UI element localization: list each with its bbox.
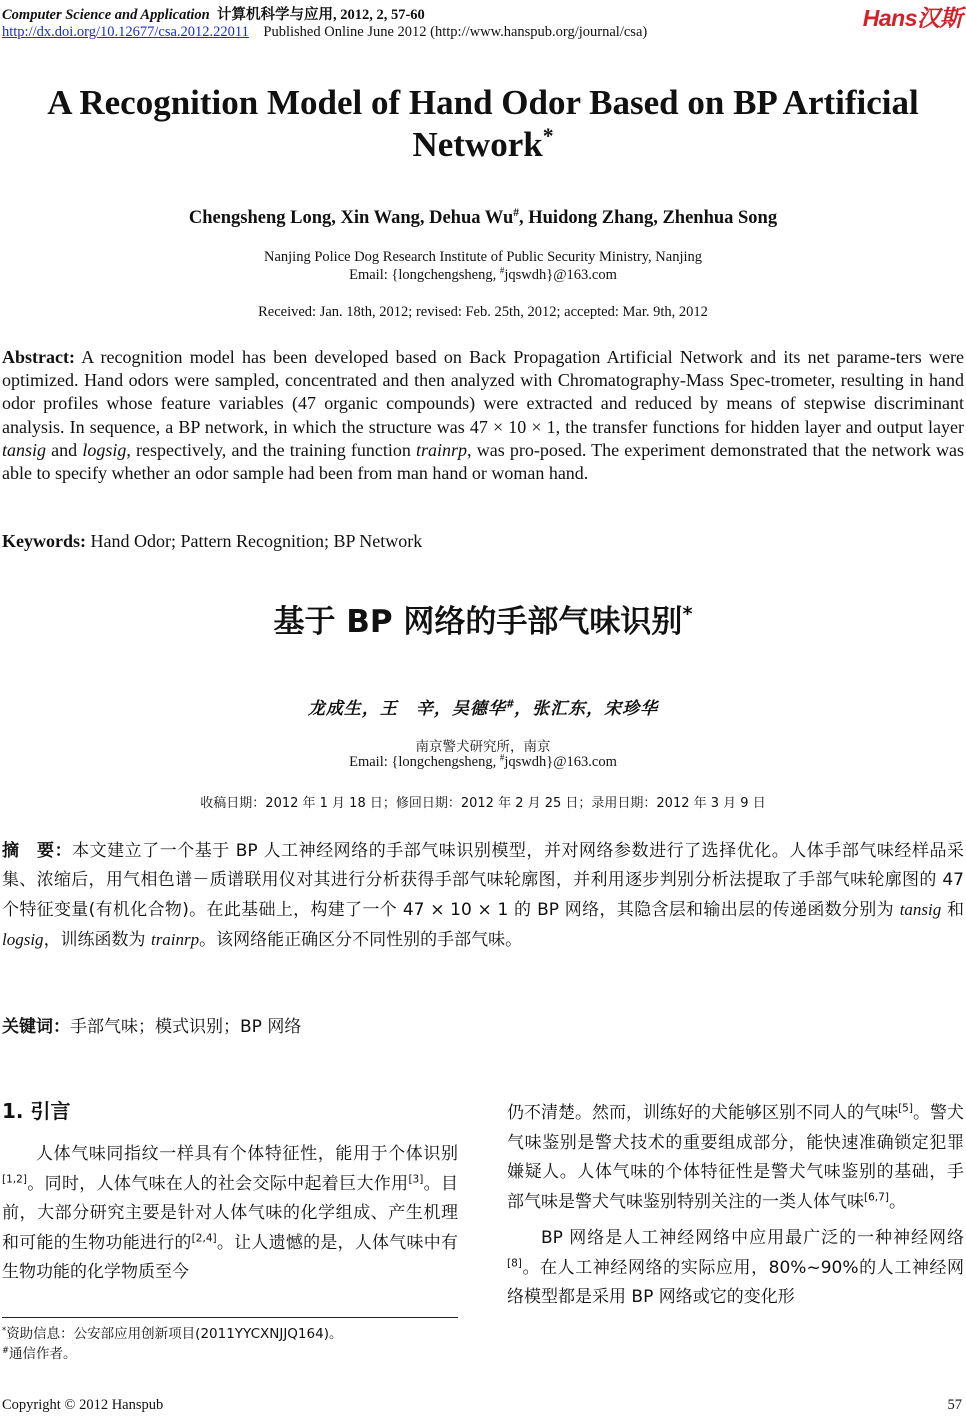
right-paragraph-1: [507, 1099, 964, 1217]
footnote-corresponding-text: 通信作者。: [9, 1346, 77, 1362]
page-number: 57: [947, 1397, 962, 1413]
email-en: [0, 267, 966, 284]
abstract-en-and: and: [46, 439, 83, 460]
paper-title-cn: [0, 596, 966, 641]
right-p2-text-b: 。在人工神经网络的实际应用，80%~90%的人工神经网络模型都是采用 BP 网络或它的变化形: [507, 1257, 964, 1307]
doi-line: [2, 24, 647, 41]
abstract-en-logsig: logsig: [82, 439, 127, 460]
abstract-cn-tansig: tansig: [899, 900, 942, 919]
citation-6-7: [6,7]: [864, 1191, 889, 1204]
footnote-rule: [2, 1317, 458, 1318]
authors-en-a: Chengsheng Long, Xin Wang, Dehua Wu: [188, 208, 514, 228]
left-p1-text-b: 。同时，人体气味在人的社会交际中起着巨大作用: [26, 1173, 409, 1194]
right-p1-text-a: 仍不清楚。然而，训练好的犬能够区别不同人的气味: [507, 1103, 899, 1123]
left-p1-text-a: 人体气味同指纹一样具有个体特征性，能用于个体识别: [36, 1144, 458, 1164]
authors-en-mark: #: [513, 207, 519, 220]
right-paragraph-2: [507, 1224, 964, 1313]
email-en-a: Email: {longchengsheng,: [349, 267, 500, 283]
affiliation-cn: 南京警犬研究所，南京: [415, 739, 551, 755]
abstract-cn-trainrp: trainrp: [150, 930, 200, 949]
left-paragraph-1: [2, 1140, 458, 1288]
keywords-en-text: Hand Odor; Pattern Recognition; BP Network: [86, 531, 423, 551]
email-en-mark: #: [499, 265, 505, 276]
right-p2-text-a: BP 网络是人工神经网络中应用最广泛的一种神经网络: [541, 1228, 964, 1248]
authors-en: [0, 208, 966, 229]
journal-name-cn: 计算机科学与应用, 2012, 2, 57-60: [216, 7, 425, 23]
abstract-en-trainrp: trainrp: [416, 439, 468, 460]
footnote-funding-text: 资助信息：公安部应用创新项目(2011YYCXNJJQ164)。: [6, 1326, 343, 1342]
published-note: Published Online June 2012 (http://www.hanspub.org/journal/csa): [263, 24, 648, 40]
affiliation-en: Nanjing Police Dog Research Institute of Public Security Ministry, Nanjing: [263, 249, 703, 265]
abstract-cn: [2, 837, 964, 955]
email-cn-a: Email: {longchengsheng,: [349, 754, 500, 770]
abstract-en-text1: A recognition model has been developed based on Back Propagation Artificial Network and its net parame-ters were optimized. Hand odors were sampled, concentrated and then analyzed with Chromatography-Mass Spec-trometer, resulting in hand odor profiles whose feature variables (47 organic compounds) were extracted and reduced by means of stepwise discriminant analysis. In sequence, a BP network, in which the structure was 47 × 10 × 1, the transfer functions for hidden layer and output layer: [2, 347, 964, 437]
abstract-en-text2: , respectively, and the training function: [126, 439, 417, 460]
title-en-line2: Network: [412, 125, 543, 164]
authors-en-b: , Huidong Zhang, Zhenhua Song: [519, 208, 778, 228]
keywords-en-label: Keywords:: [2, 531, 86, 551]
email-en-b: jqswdh}@163.com: [504, 267, 617, 283]
citation-8: [8]: [507, 1257, 522, 1270]
left-p1-text-c: 。目前，大部分研究主要是针对人体气味的化学组成、产生机理和可能的生物功能进行的: [2, 1173, 459, 1253]
abstract-en-label: Abstract:: [2, 347, 75, 367]
abstract-en-tansig: tansig: [2, 439, 47, 460]
abstract-cn-label: 摘 要：: [2, 841, 73, 861]
citation-1-2: [1,2]: [2, 1173, 27, 1186]
right-p1-text-b: 。警犬气味鉴别是警犬技术的重要组成部分，能快速准确锁定犯罪嫌疑人。人体气味的个体特征性是警犬气味鉴别的基础，手部气味是警犬气味鉴别特别关注的一类人体气味: [507, 1103, 965, 1212]
hanspub-logo: Hans汉斯: [862, 5, 962, 31]
title-cn-mark: *: [682, 602, 693, 626]
section-heading: 1. 引言: [2, 1099, 71, 1123]
title-en-line1: A Recognition Model of Hand Odor Based on BP Artificial: [47, 83, 919, 122]
email-cn-b: jqswdh}@163.com: [504, 754, 617, 770]
received-cn: 收稿日期：2012 年 1 月 18 日；修回日期：2012 年 2 月 25 日；录用日期：2012 年 3 月 9 日: [200, 796, 766, 811]
footnote-funding-mark: *: [2, 1324, 7, 1335]
keywords-cn-text: 手部气味；模式识别；BP 网络: [70, 1017, 302, 1037]
left-column: [2, 1140, 458, 1288]
footnote-funding: [2, 1322, 342, 1342]
keywords-cn: [2, 1013, 964, 1042]
right-column: [507, 1099, 964, 1313]
abstract-cn-and: 和: [941, 900, 964, 920]
footnote-corresponding-mark: #: [2, 1344, 10, 1355]
abstract-en-text3: , was pro-posed. The experiment demonstrated that the network was able to specify whether an odor sample had been from man hand or woman hand.: [2, 439, 964, 484]
paper-title-en: [0, 82, 966, 166]
email-cn-mark: #: [499, 752, 505, 763]
left-p1-text-d: 。让人遗憾的是，人体气味中有生物功能的化学物质至今: [2, 1232, 459, 1282]
journal-header: [2, 3, 425, 24]
email-cn: [0, 754, 966, 771]
authors-cn-mark: #: [505, 698, 515, 711]
citation-3: [3]: [408, 1173, 424, 1186]
doi-link[interactable]: http://dx.doi.org/10.12677/csa.2012.22011: [2, 24, 249, 40]
abstract-cn-text2: ，训练函数为: [43, 930, 151, 950]
journal-name-en: Computer Science and Application: [2, 7, 210, 23]
footnote-corresponding: [2, 1342, 77, 1362]
abstract-en: [2, 346, 964, 485]
abstract-cn-text3: 。该网络能正确区分不同性别的手部气味。: [199, 930, 523, 950]
citation-2-4: [2,4]: [191, 1232, 217, 1245]
title-cn-text: 基于 BP 网络的手部气味识别: [273, 604, 683, 640]
citation-5: [5]: [898, 1102, 913, 1115]
authors-cn-a: 龙成生，王 辛，吴德华: [307, 699, 506, 719]
title-en-mark: *: [542, 123, 554, 148]
keywords-cn-label: 关键词：: [2, 1017, 70, 1037]
authors-cn: [0, 694, 966, 719]
received-en: Received: Jan. 18th, 2012; revised: Feb. 25th, 2012; accepted: Mar. 9th, 2012: [258, 304, 708, 320]
keywords-en: [2, 530, 964, 553]
abstract-cn-logsig: logsig: [2, 930, 44, 949]
copyright: Copyright © 2012 Hanspub: [2, 1397, 164, 1413]
abstract-cn-text1: 本文建立了一个基于 BP 人工神经网络的手部气味识别模型，并对网络参数进行了选择优化。人体手部气味经样品采集、浓缩后，用气相色谱－质谱联用仪对其进行分析获得手部气味轮廓图，并利用逐步判别分析法提取了手部气味轮廓图的 47 个特征变量(有机化合物)。在此基础上，构建了一个 47 × 10 × 1 的 BP 网络，其隐含层和输出层的传递函数分别为: [2, 841, 964, 920]
authors-cn-b: ，张汇东，宋珍华: [514, 699, 659, 719]
right-p1-text-c: 。: [888, 1191, 906, 1212]
